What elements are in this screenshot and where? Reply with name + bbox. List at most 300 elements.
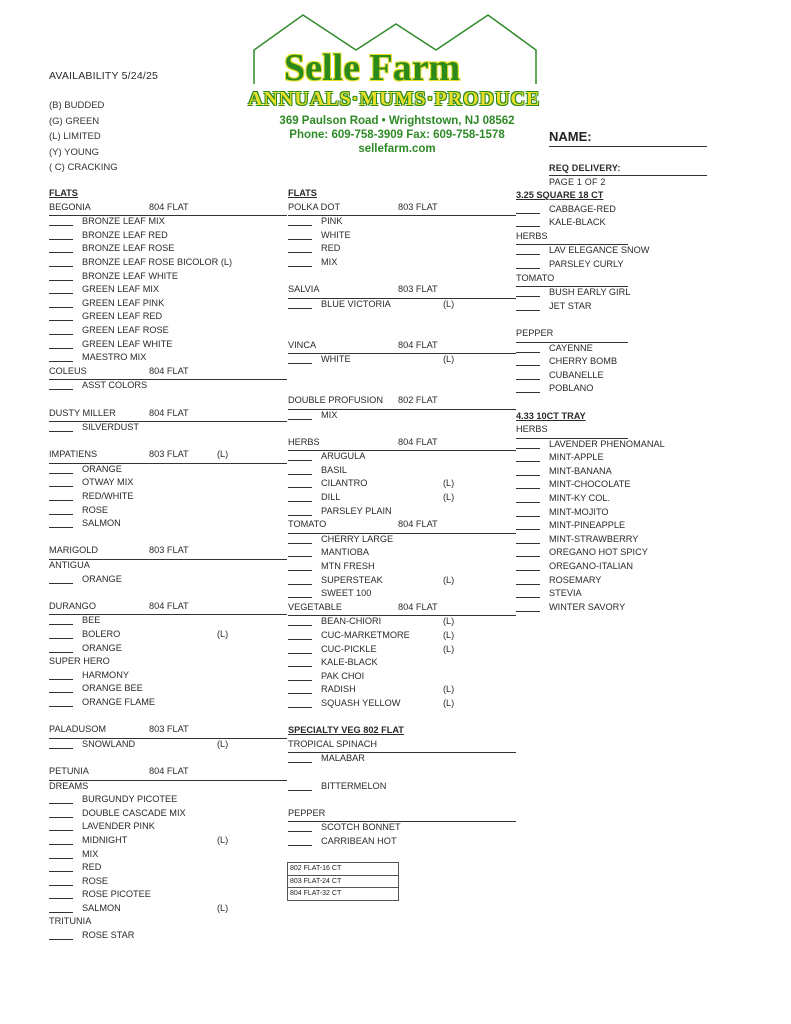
availability-flag: (L) [217,834,229,845]
quantity-blank[interactable] [49,830,73,831]
order-line-item [288,588,516,602]
order-line-item [288,354,516,368]
order-line-item [516,561,634,575]
quantity-blank[interactable] [516,392,540,393]
quantity-blank[interactable] [49,871,73,872]
order-line-item [516,466,628,480]
product-group-heading [49,202,287,217]
spacer [288,326,516,340]
item-name: MIX [321,409,338,420]
quantity-blank[interactable] [516,611,540,612]
quantity-blank[interactable] [49,912,73,913]
flat-size: 803 FLAT [149,724,189,735]
item-name: SWEET 100 [321,588,372,599]
flat-size: 804 FLAT [398,519,438,530]
flat-size: 802 FLAT [398,394,438,405]
quantity-blank[interactable] [49,692,73,693]
section-heading [288,725,516,739]
order-line-item [288,299,516,313]
quantity-blank[interactable] [516,254,540,255]
order-line-item [49,794,287,808]
order-line-item [49,477,287,491]
product-group-heading [288,395,516,410]
order-line-item [516,507,628,521]
availability-flag: (L) [443,616,455,627]
quantity-blank[interactable] [49,817,73,818]
group-name: DREAMS [49,780,89,791]
column-flats-left [49,188,287,944]
order-line-item [49,380,287,394]
item-name: MINT-PINEAPPLE [549,520,626,531]
quantity-blank[interactable] [516,488,540,489]
order-line-item [49,808,287,822]
quantity-blank[interactable] [288,543,312,544]
availability-flag: (L) [217,902,229,913]
legend-item: ( C) CRACKING [49,162,118,173]
quantity-blank[interactable] [288,556,312,557]
spacer [288,381,516,395]
quantity-blank[interactable] [516,570,540,571]
order-line-item [49,271,287,285]
order-line-item [288,547,516,561]
quantity-blank[interactable] [516,365,540,366]
item-name: ROSEMARY [549,574,602,585]
order-line-item [288,575,516,589]
quantity-blank[interactable] [288,625,312,626]
req-delivery-line[interactable] [549,175,707,176]
group-name: BEGONIA [49,201,91,212]
item-name: ORANGE [82,463,122,474]
order-line-item [49,862,287,876]
spacer [288,794,516,808]
item-name: SILVERDUST [82,422,140,433]
quantity-blank[interactable] [516,296,540,297]
item-name: SQUASH YELLOW [321,697,401,708]
product-group-heading [288,808,516,823]
spacer [288,423,516,437]
flat-size: 804 FLAT [149,201,189,212]
group-name: COLEUS [49,365,87,376]
flat-size: 804 FLAT [398,339,438,350]
product-group-heading [288,739,516,754]
group-name: SALVIA [288,284,320,295]
quantity-blank[interactable] [288,707,312,708]
quantity-blank[interactable] [288,515,312,516]
group-name: TOMATO [288,519,327,530]
order-line-item [288,451,516,465]
quantity-blank[interactable] [288,693,312,694]
product-group-heading [49,366,287,381]
product-group-heading [288,519,516,534]
quantity-blank[interactable] [288,308,312,309]
order-line-item [49,697,287,711]
flat-size: 804 FLAT [149,365,189,376]
quantity-blank[interactable] [288,597,312,598]
group-name: TRITUNIA [49,916,92,927]
availability-flag: (L) [443,643,455,654]
quantity-blank[interactable] [288,639,312,640]
quantity-blank[interactable] [49,624,73,625]
product-subgroup-heading [49,656,287,670]
item-name: PINK [321,216,343,227]
quantity-blank[interactable] [288,487,312,488]
order-line-item [49,518,287,532]
quantity-blank[interactable] [516,310,540,311]
legend-item: (L) LIMITED [49,131,101,142]
item-name: GREEN LEAF PINK [82,297,165,308]
order-line-item [49,216,287,230]
order-line-item [49,615,287,629]
group-name: HERBS [288,436,320,447]
item-name: OTWAY MIX [82,477,134,488]
group-name: IMPATIENS [49,449,98,460]
item-name: MINT-CHOCOLATE [549,479,631,490]
group-name: TOMATO [516,272,555,283]
quantity-blank[interactable] [49,473,73,474]
order-line-item [288,506,516,520]
farm-website: sellefarm.com [358,143,436,155]
item-name: PARSLEY PLAIN [321,505,392,516]
order-line-item [288,657,516,671]
quantity-blank[interactable] [516,597,540,598]
quantity-blank[interactable] [49,898,73,899]
section-heading-text: SPECIALTY VEG 802 FLAT [288,725,404,736]
item-name: MIX [82,848,99,859]
quantity-blank[interactable] [288,831,312,832]
product-group-heading [49,766,287,781]
quantity-blank[interactable] [49,583,73,584]
order-line-item [516,343,628,357]
order-line-item [288,836,516,850]
quantity-blank[interactable] [516,268,540,269]
item-name: RED [82,862,102,873]
item-name: STEVIA [549,588,582,599]
quantity-blank[interactable] [516,461,540,462]
quantity-blank[interactable] [49,389,73,390]
order-line-item [288,822,516,836]
order-line-item [516,259,628,273]
order-line-item [49,889,287,903]
order-line-item [49,464,287,478]
item-name: ROSE [82,875,109,886]
availability-flag: (L) [443,684,455,695]
order-line-item [49,903,287,917]
order-line-item [49,643,287,657]
quantity-blank[interactable] [288,762,312,763]
order-line-item [49,574,287,588]
availability-flag: (L) [443,492,455,503]
page-indicator: PAGE 1 OF 2 [549,177,606,187]
order-line-item [288,671,516,685]
flat-size: 803 FLAT [398,284,438,295]
quantity-blank[interactable] [49,225,73,226]
quantity-blank[interactable] [49,844,73,845]
order-line-item [49,876,287,890]
group-name: PALADUSOM [49,724,107,735]
quantity-blank[interactable] [49,652,73,653]
section-heading-text: 4.33 10CT TRAY [516,410,586,421]
order-line-item [516,217,628,231]
section-heading [516,411,628,425]
order-line-item [49,284,287,298]
quantity-blank[interactable] [516,352,540,353]
flat-size: 804 FLAT [398,601,438,612]
quantity-blank[interactable] [49,252,73,253]
item-name: HARMONY [82,669,129,680]
order-line-item [516,520,628,534]
quantity-blank[interactable] [49,858,73,859]
order-line-item [516,533,639,548]
group-name: PEPPER [288,807,326,818]
quantity-blank[interactable] [49,939,73,940]
group-name: POLKA DOT [288,201,341,212]
flat-size: 804 FLAT [149,765,189,776]
quantity-blank[interactable] [49,527,73,528]
order-line-item [516,204,628,218]
quantity-blank[interactable] [516,543,540,544]
item-name: RED [321,243,341,254]
item-name: OREGANO HOT SPICY [549,547,648,558]
legend-item: (G) GREEN [49,115,100,127]
order-line-item [49,243,287,257]
quantity-blank[interactable] [516,584,540,585]
item-name: SALMON [82,902,121,913]
item-name: MANTIOBA [321,547,369,558]
product-group-heading [516,273,628,288]
quantity-blank[interactable] [516,502,540,503]
item-name: BUSH EARLY GIRL [549,287,631,298]
item-name: MIDNIGHT [82,834,128,845]
availability-flag: (L) [443,298,455,309]
quantity-blank[interactable] [288,680,312,681]
quantity-blank[interactable] [288,266,312,267]
order-line-item [288,616,516,630]
item-name: DOUBLE CASCADE MIX [82,807,186,818]
quantity-blank[interactable] [516,213,540,214]
quantity-blank[interactable] [516,529,540,530]
item-name: SALMON [82,518,121,529]
order-line-item [516,356,628,370]
quantity-blank[interactable] [49,239,73,240]
order-line-item [516,245,650,259]
quantity-blank[interactable] [516,516,540,517]
quantity-blank[interactable] [49,803,73,804]
order-line-item [49,835,287,849]
order-line-item [516,301,628,315]
section-heading [288,188,516,202]
item-name: KALE-BLACK [321,657,378,668]
order-line-item [288,243,516,257]
group-name: DUSTY MILLER [49,407,116,418]
product-group-heading [288,437,516,452]
flat-key-row: 803 FLAT-24 CT [288,876,398,889]
item-name: SUPERSTEAK [321,574,383,585]
quantity-blank[interactable] [516,226,540,227]
section-heading [49,188,287,202]
flat-size: 804 FLAT [149,600,189,611]
item-name: OREGANO-ITALIAN [549,561,634,572]
order-line-item [516,479,631,493]
item-name: CUBANELLE [549,369,604,380]
flat-size: 803 FLAT [149,545,189,556]
quantity-blank[interactable] [49,334,73,335]
quantity-blank[interactable] [288,845,312,846]
order-line-item [49,352,287,366]
spacer [49,711,287,725]
column-trays [516,190,665,615]
quantity-blank[interactable] [49,706,73,707]
order-line-item [49,298,287,312]
quantity-blank[interactable] [288,225,312,226]
quantity-blank[interactable] [49,280,73,281]
order-line-item [49,325,287,339]
quantity-blank[interactable] [49,266,73,267]
quantity-blank[interactable] [516,556,540,557]
order-line-item [49,422,287,436]
item-name: MINT-KY COL. [549,493,611,504]
product-group-heading [49,545,287,560]
section-heading-text: FLATS [288,188,317,198]
flat-key-row: 804 FLAT-32 CT [290,890,342,897]
item-name: ARUGULA [321,451,366,462]
quantity-blank[interactable] [516,379,540,380]
name-line[interactable] [549,146,707,147]
item-name: BEE [82,615,101,626]
order-line-item [49,311,287,325]
quantity-blank[interactable] [49,293,73,294]
quantity-blank[interactable] [288,666,312,667]
order-line-item [288,257,516,271]
name-label: NAME: [549,129,592,144]
quantity-blank[interactable] [288,363,312,364]
flat-size: 803 FLAT [398,201,438,212]
group-name: HERBS [516,230,548,241]
availability-flag: (L) [217,449,229,460]
section-heading-text: FLATS [49,188,78,198]
spacer [49,394,287,408]
item-name: CUC-PICKLE [321,643,377,654]
order-line-item [288,781,516,795]
item-name: BRONZE LEAF MIX [82,216,165,227]
item-name: ORANGE BEE [82,683,143,694]
order-line-item [49,230,287,244]
order-line-item [49,491,287,505]
spacer [288,368,516,382]
spacer [288,767,516,781]
product-group-heading [288,202,516,217]
order-line-item [288,410,516,424]
item-name: MIX [321,256,338,267]
order-line-item [49,629,287,643]
quantity-blank[interactable] [288,419,312,420]
spacer [49,752,287,766]
product-group-heading [288,284,516,299]
quantity-blank[interactable] [49,638,73,639]
item-name: RADISH [321,684,356,695]
flat-count-key [287,862,399,901]
quantity-blank[interactable] [49,348,73,349]
order-line-item [288,644,516,658]
order-line-item [516,575,628,589]
quantity-blank[interactable] [516,448,540,449]
quantity-blank[interactable] [49,431,73,432]
quantity-blank[interactable] [49,500,73,501]
quantity-blank[interactable] [288,584,312,585]
quantity-blank[interactable] [49,320,73,321]
group-name: PETUNIA [49,765,89,776]
quantity-blank[interactable] [516,475,540,476]
quantity-blank[interactable] [49,307,73,308]
item-name: BITTERMELON [321,780,387,791]
item-name: KALE-BLACK [549,217,606,228]
section-heading [516,190,628,204]
order-line-item [288,534,516,548]
order-line-item [516,370,628,384]
quantity-blank[interactable] [288,653,312,654]
quantity-blank[interactable] [49,748,73,749]
quantity-blank[interactable] [288,252,312,253]
item-name: LAVENDER PHENOMANAL [549,438,665,449]
item-name: ROSE [82,504,109,515]
order-line-item [516,493,628,507]
item-name: CHERRY LARGE [321,533,394,544]
order-line-item [49,849,287,863]
quantity-blank[interactable] [288,570,312,571]
item-name: ORANGE FLAME [82,696,156,707]
spacer [49,436,287,450]
quantity-blank[interactable] [49,514,73,515]
quantity-blank[interactable] [288,501,312,502]
availability-flag: (L) [443,478,455,489]
product-subgroup-heading [49,560,287,574]
order-line-item [288,684,516,698]
item-name: CILANTRO [321,478,368,489]
group-name: HERBS [516,424,548,435]
order-line-item [49,257,287,271]
item-name: POBLANO [549,383,594,394]
legend-item: (B) BUDDED [49,100,105,111]
farm-logo-title: Selle Farm [284,47,461,89]
item-name: LAVENDER PINK [82,821,155,832]
item-name: RED/WHITE [82,491,134,502]
product-group-heading [288,340,516,355]
quantity-blank[interactable] [49,361,73,362]
product-group-heading [49,449,287,464]
item-name: MAESTRO MIX [82,352,147,363]
quantity-blank[interactable] [288,239,312,240]
item-name: BRONZE LEAF RED [82,229,168,240]
req-delivery-label: REQ DELIVERY: [549,163,621,173]
product-group-heading [49,408,287,423]
quantity-blank[interactable] [49,679,73,680]
spacer [516,397,628,411]
product-subgroup-heading [49,916,287,930]
item-name: ROSE PICOTEE [82,889,151,900]
spacer [288,312,516,326]
group-name: TROPICAL SPINACH [288,738,377,749]
quantity-blank[interactable] [49,486,73,487]
item-name: MTN FRESH [321,561,375,572]
product-subgroup-heading [49,781,287,795]
quantity-blank[interactable] [288,790,312,791]
order-line-item [288,753,516,767]
item-name: ASST COLORS [82,380,148,391]
quantity-blank[interactable] [49,885,73,886]
quantity-blank[interactable] [288,460,312,461]
flat-size: 804 FLAT [149,407,189,418]
group-name: VEGETABLE [288,601,342,612]
quantity-blank[interactable] [288,474,312,475]
